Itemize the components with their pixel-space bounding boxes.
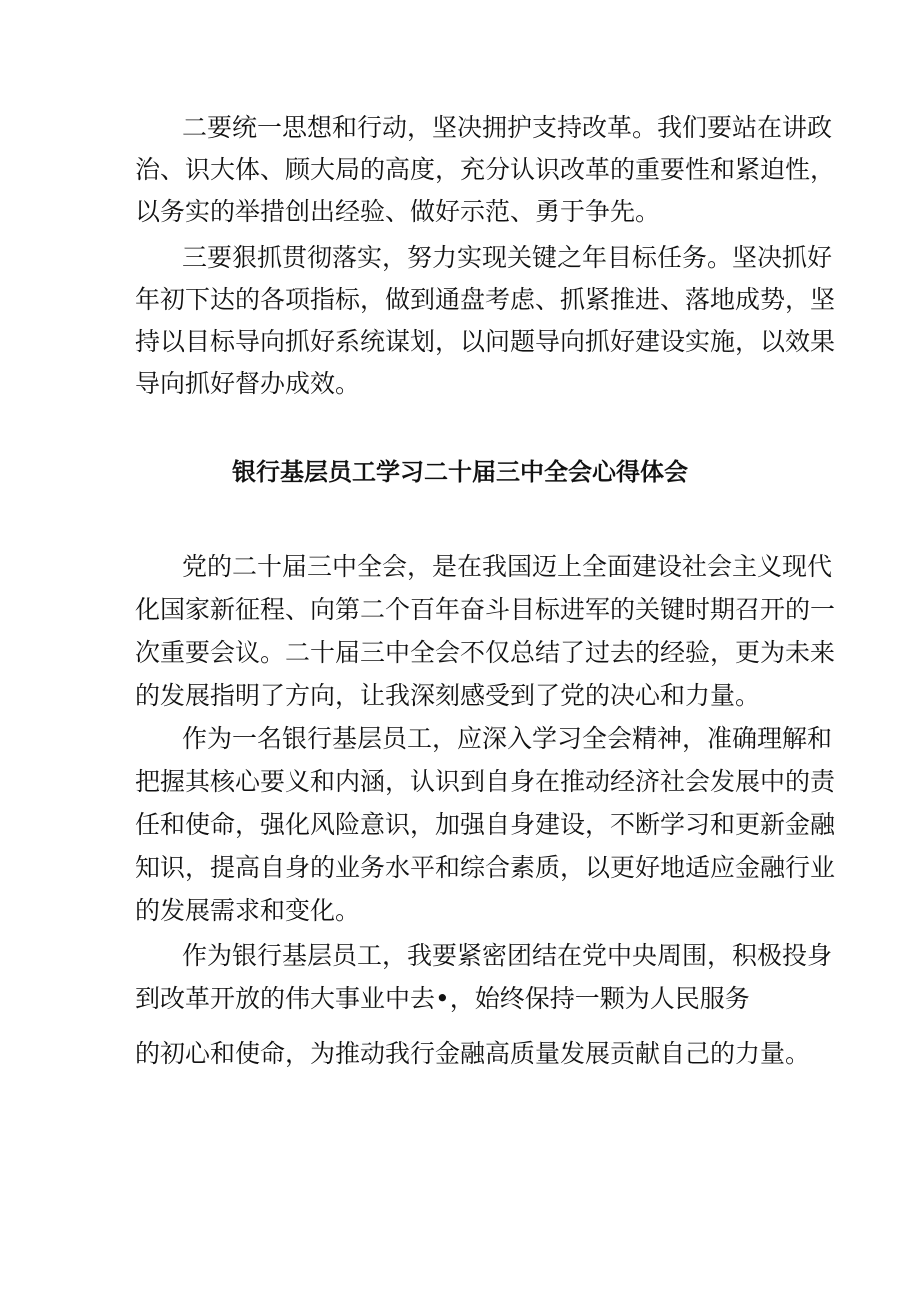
paragraph-line: 的发展指明了方向，让我深刻感受到了党的决心和力量。: [135, 681, 761, 710]
paragraph-line: 三要狠抓贯彻落实，努力实现关键之年目标任务。坚决抓好: [182, 243, 833, 272]
paragraph-line: 知识，提高自身的业务水平和综合素质，以更好地适应金融行业: [135, 853, 836, 882]
paragraph-line: 化国家新征程、向第二个百年奋斗目标进军的关键时期召开的一: [135, 595, 836, 624]
paragraph-line: 到改革开放的伟大事业中去•，始终保持一颗为人民服务: [135, 984, 750, 1013]
paragraph-line: 把握其核心要义和内涵，认识到自身在推动经济社会发展中的责: [135, 767, 836, 796]
paragraph-line: 次重要会议。二十届三中全会不仅总结了过去的经验，更为未来: [135, 638, 836, 667]
paragraph-line: 以务实的举措创出经验、做好示范、勇于争先。: [135, 197, 661, 226]
paragraph-line: 的发展需求和变化。: [135, 896, 361, 925]
paragraph-line: 作为一名银行基层员工，应深入学习全会精神，准确理解和: [182, 724, 833, 753]
paragraph-line: 导向抓好督办成效。: [135, 369, 361, 398]
paragraph-line: 的初心和使命，为推动我行金融高质量发展贡献自己的力量。: [135, 1039, 811, 1068]
paragraph-line: 持以目标导向抓好系统谋划，以问题导向抓好建设实施，以效果: [135, 327, 836, 356]
paragraph-line: 党的二十届三中全会，是在我国迈上全面建设社会主义现代: [182, 552, 833, 581]
paragraph-line: 治、识大体、顾大局的高度，充分认识改革的重要性和紧迫性，: [135, 155, 836, 184]
document-title: 银行基层员工学习二十届三中全会心得体会: [232, 458, 688, 486]
paragraph-line: 作为银行基层员工，我要紧密团结在党中央周围，积极投身: [182, 941, 833, 970]
paragraph-line: 任和使命，强化风险意识，加强自身建设，不断学习和更新金融: [135, 810, 836, 839]
paragraph-line: 年初下达的各项指标，做到通盘考虑、抓紧推进、落地成势，坚: [135, 285, 836, 314]
paragraph-line: 二要统一思想和行动，坚决拥护支持改革。我们要站在讲政: [182, 113, 833, 142]
